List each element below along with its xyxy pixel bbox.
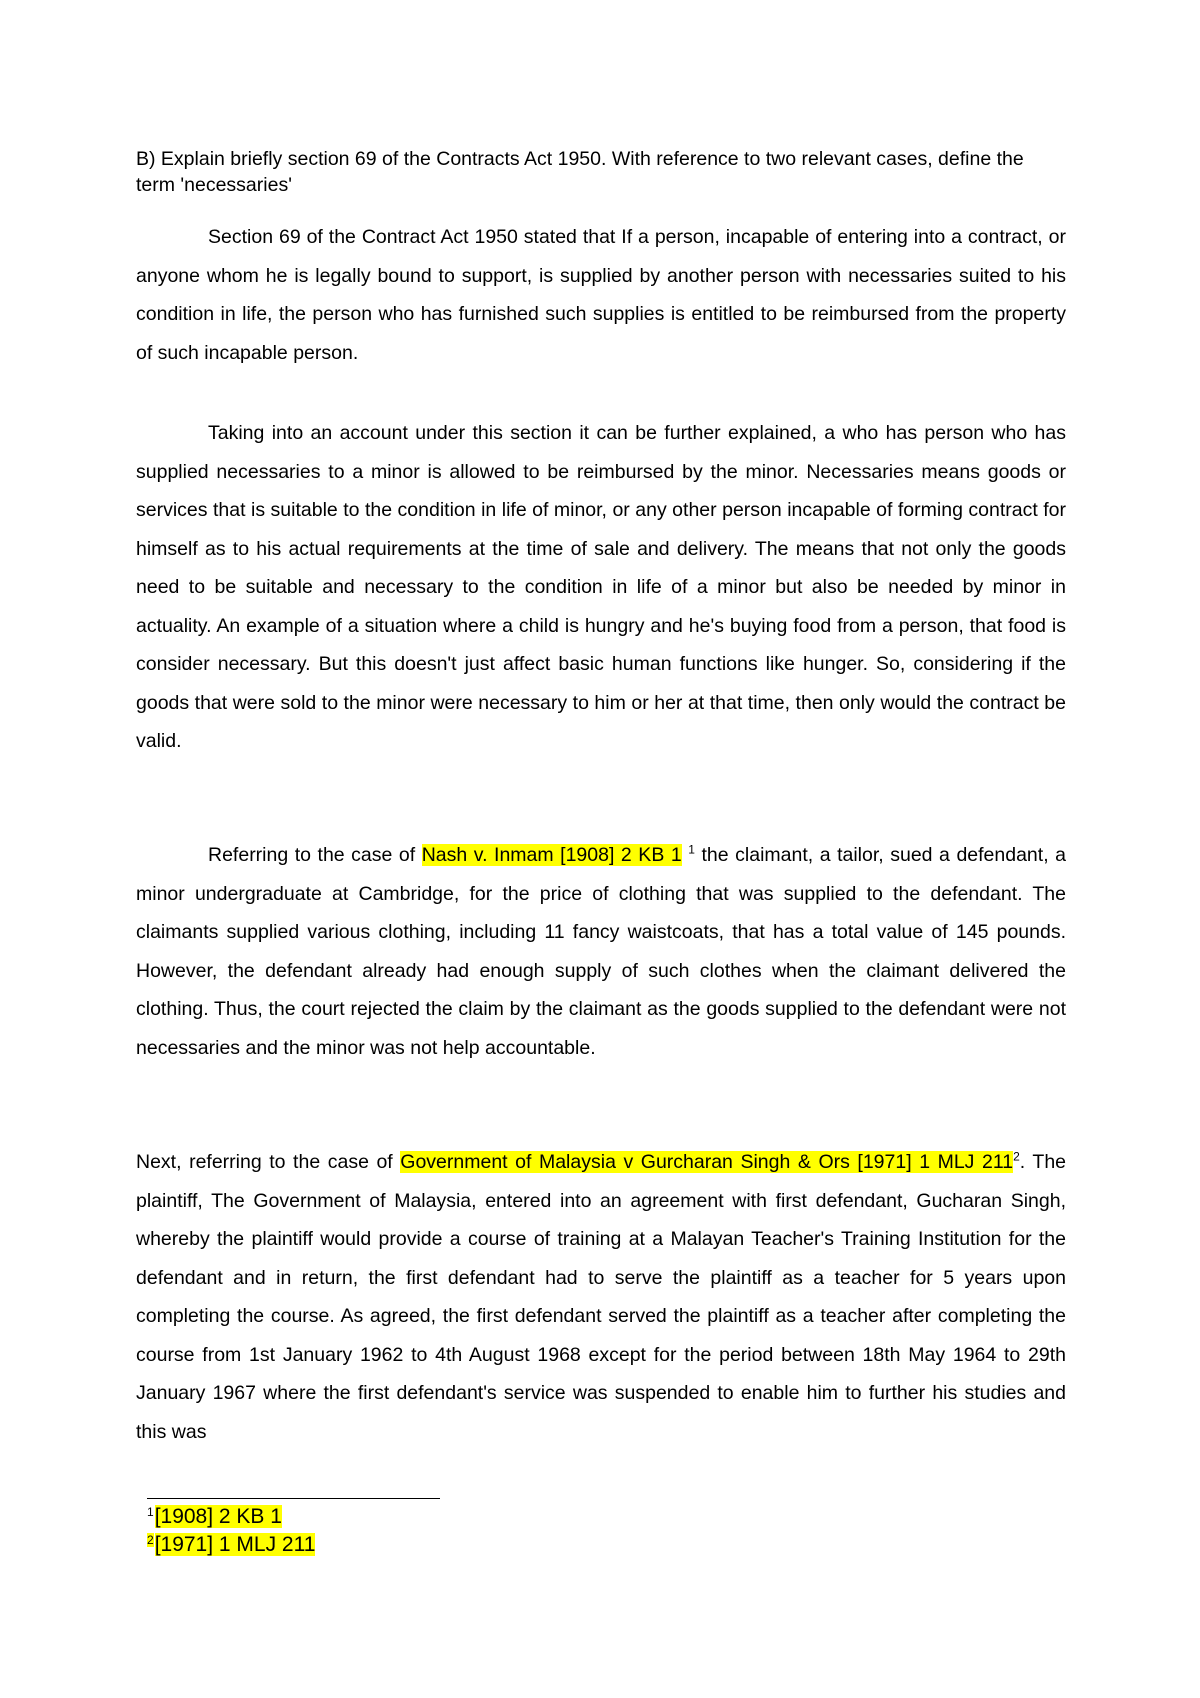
question-heading: B) Explain briefly section 69 of the Contracts Act 1950. With reference to two relevant cases, define the term 'necessaries' (136, 148, 1024, 196)
case-citation-highlight: Government of Malaysia v Gurcharan Singh & Ors [1971] 1 MLJ 211 (400, 1151, 1014, 1173)
paragraph-body-text: the claimant, a tailor, sued a defendant, a minor undergraduate at Cambridge, for the price of clothing that was supplied to the defendant. The claimants supplied various clothing, including 11 fancy waistcoats, that has a total value of 145 pounds. However, the defendant already had enough supply of such clothes when the claimant delivered the clothing. Thus, the court rejected the claim by the claimant as the goods supplied to the defendant were not necessaries and the minor was not help accountable. (136, 844, 1066, 1059)
paragraph-necessaries-explained: Taking into an account under this section it can be further explained, a who has person who has supplied necessaries to a minor is allowed to be reimbursed by the minor. Necessaries means goods or services that is suitable to the condition in life of minor, or any other person incapable of forming contract for himself as to his actual requirements at the time of sale and delivery. The means that not only the goods need to be suitable and necessary to the condition in life of a minor but also be needed by minor in actuality. An example of a situation where a child is hungry and he's buying food from a person, that food is consider necessary. But this doesn't just affect basic human functions like hunger. So, considering if the goods that were sold to the minor were necessary to him or her at that time, then only would the contract be valid. (136, 422, 1066, 752)
footnote-separator (147, 1498, 440, 1499)
footnote-text: [1908] 2 KB 1 (154, 1505, 282, 1528)
paragraph-section-69: Section 69 of the Contract Act 1950 stated that If a person, incapable of entering into a contract, or anyone whom he is legally bound to support, is supplied by another person with necessaries suited to his condition in life, the person who has furnished such supplies is entitled to be reimbursed from the property of such incapable person. (136, 226, 1066, 364)
case-citation-highlight: Nash v. Inmam [1908] 2 KB 1 (421, 844, 682, 866)
paragraph-body-text: . The plaintiff, The Government of Malaysia, entered into an agreement with first defendant, Gucharan Singh, whereby the plaintiff would provide a course of training at a Malayan Teacher's Training Institution for the defendant and in return, the first defendant had to serve the plaintiff as a teacher for 5 years upon completing the course. As agreed, the first defendant served the plaintiff as a teacher after completing the course from 1st January 1962 to 4th August 1968 except for the period between 18th May 1964 to 29th January 1967 where the first defendant's service was suspended to enable him to further his studies and this was (136, 1151, 1067, 1443)
footnote-reference[interactable]: 1 (688, 842, 695, 857)
paragraph-nash-v-inman (136, 836, 1066, 1067)
paragraph-gurcharan-singh (136, 1143, 1066, 1451)
footnote-2 (147, 1532, 315, 1558)
paragraph-lead-text: Next, referring to the case of (136, 1151, 401, 1173)
paragraph-lead-text: Referring to the case of (208, 844, 422, 866)
footnote-number: 2 (147, 1533, 154, 1547)
footnote-number: 1 (147, 1505, 154, 1519)
footnote-text: [1971] 1 MLJ 211 (154, 1533, 316, 1556)
footnote-reference[interactable]: 2 (1013, 1149, 1020, 1164)
footnote-1 (147, 1504, 282, 1530)
